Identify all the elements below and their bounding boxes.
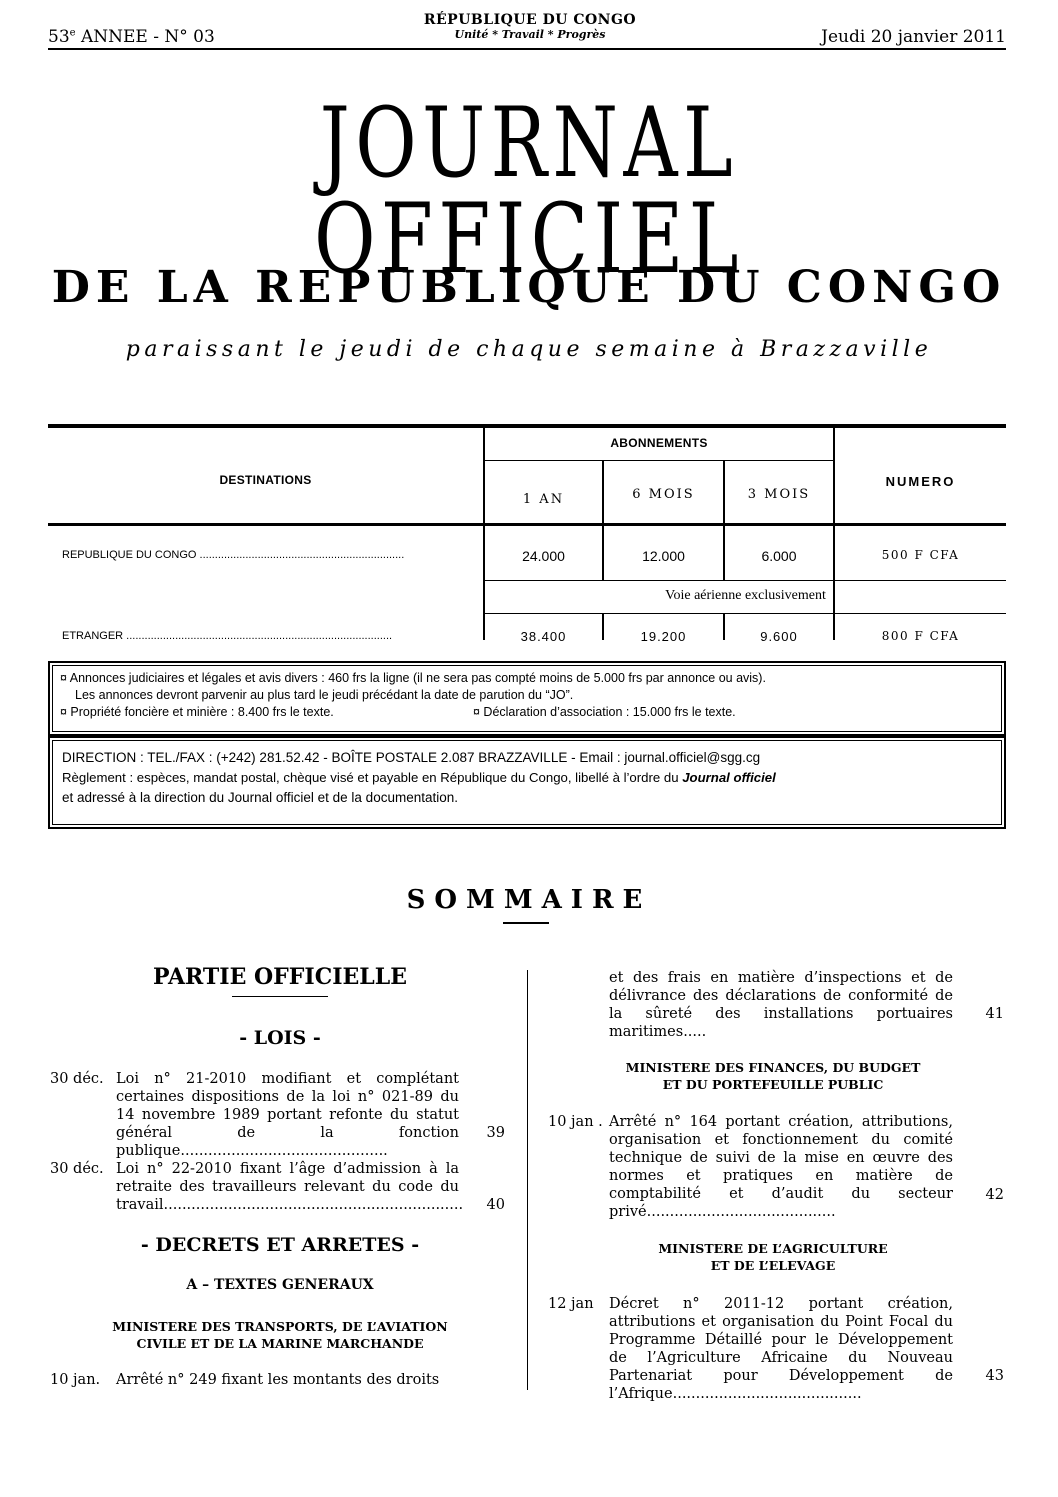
numero-etranger: 800 F CFA <box>881 629 960 643</box>
toc-entry-date: 10 jan. <box>50 1372 101 1388</box>
issue-number: 53e ANNEE - N° 03 <box>48 27 215 47</box>
notice-deadline: Les annonces devront parvenir au plus tard le jeudi précédant la date de parution du “JO”. <box>75 688 574 702</box>
destination-etranger: ETRANGER ....................................................................................... <box>62 630 393 642</box>
price-etranger-1an: 38.400 <box>520 629 567 644</box>
numero-congo: 500 F CFA <box>881 548 960 562</box>
air-mail-note: Voie aérienne exclusivement <box>665 588 826 603</box>
price-etranger-3mois: 9.600 <box>760 629 798 644</box>
toc-entry-text: Décret n° 2011-12 portant création, attributions et organisation du Point Focal du Programme Détaillé pour le Développement de l’Agriculture Africaine du Nouveau Partenariat pour Développement de l’Afrique......................................... <box>609 1296 953 1402</box>
national-motto: Unité * Travail * Progrès <box>454 28 606 41</box>
notice-association: ¤ Déclaration d’association : 15.000 frs le texte. <box>473 705 736 719</box>
price-etranger-6mois: 19.200 <box>640 629 687 644</box>
decrets-heading: - DECRETS ET ARRETES - <box>140 1234 420 1256</box>
column-1-an: 1 AN <box>522 492 565 507</box>
table-divider <box>484 580 1006 581</box>
partie-underline <box>232 996 328 997</box>
price-congo-6mois: 12.000 <box>642 548 685 564</box>
journal-subtitle: DE LA REPUBLIQUE DU CONGO <box>51 262 1007 313</box>
toc-entry-text: Arrêté n° 249 fixant les montants des droits <box>116 1372 440 1388</box>
toc-entry-date: 30 déc. <box>50 1161 104 1177</box>
ministry-finances-heading <box>540 1059 1006 1093</box>
table-top-rule <box>48 424 1006 428</box>
toc-entry-page: 43 <box>985 1368 1004 1384</box>
lois-heading: - LOIS - <box>239 1027 321 1049</box>
toc-entry-page: 40 <box>486 1197 505 1213</box>
column-6-mois: 6 MOIS <box>632 487 695 502</box>
issue-date: Jeudi 20 janvier 2011 <box>821 27 1006 47</box>
direction-address: et adressé à la direction du Journal officiel et de la documentation. <box>62 790 458 805</box>
column-separator <box>527 970 528 1390</box>
toc-entry-date: 12 jan <box>548 1296 594 1312</box>
toc-entry-text: Loi n° 22-2010 fixant l’âge d’admission à la retraite des travailleurs relevant du code du travail................................................................. <box>116 1161 464 1213</box>
ministry-line: ET DU PORTEFEUILLE PUBLIC <box>662 1077 884 1092</box>
textes-generaux-heading: A – TEXTES GENERAUX <box>186 1277 374 1293</box>
ministry-transports-heading <box>50 1318 510 1352</box>
toc-entry-text: et des frais en matière d’inspections et de délivrance des déclarations de conformité de la sûreté des installations portuaires maritimes..... <box>609 970 953 1040</box>
column-3-mois: 3 MOIS <box>747 487 811 502</box>
destinations-header: DESTINATIONS <box>219 473 312 487</box>
price-congo-3mois: 6.000 <box>761 548 797 564</box>
toc-entry-text: Arrêté n° 164 portant création, attributions, organisation et fonctionnement du comité technique de suivi de la mise en œuvre des normes et pratiques en matière de comptabilité et d’audit du secteur privé......................................... <box>609 1114 953 1220</box>
table-divider <box>484 613 1006 614</box>
sommaire-underline <box>503 922 549 924</box>
numero-header: NUMERO <box>885 474 956 489</box>
toc-entry-page: 42 <box>985 1187 1004 1203</box>
republic-name: RÉPUBLIQUE DU CONGO <box>423 12 637 28</box>
direction-payment: Règlement : espèces, mandat postal, chèque visé et payable en République du Congo, libellé à l’ordre du Journal officiel <box>62 770 776 785</box>
toc-entry-page: 39 <box>486 1125 505 1141</box>
abonnements-header: ABONNEMENTS <box>610 436 708 450</box>
toc-entry-date: 30 déc. <box>50 1071 104 1087</box>
ministry-line: MINISTERE DES TRANSPORTS, DE L’AVIATION <box>112 1319 448 1334</box>
direction-contact: DIRECTION : TEL./FAX : (+242) 281.52.42 - BOÎTE POSTALE 2.087 BRAZZAVILLE - Email : journal.officiel@sgg.cg <box>62 750 761 765</box>
ministry-line: CIVILE ET DE LA MARINE MARCHANDE <box>136 1336 424 1351</box>
toc-entry-page: 41 <box>985 1006 1004 1022</box>
journal-tagline: paraissant le jeudi de chaque semaine à Brazzaville <box>125 337 933 362</box>
header-divider <box>48 48 1006 50</box>
ministry-line: MINISTERE DE L’AGRICULTURE <box>658 1241 888 1256</box>
table-header-rule <box>48 523 1006 526</box>
republic-header <box>380 12 680 41</box>
notice-property: ¤ Propriété foncière et minière : 8.400 frs le texte. <box>60 705 334 719</box>
partie-officielle-heading: PARTIE OFFICIELLE <box>153 964 407 990</box>
sommaire-title: SOMMAIRE <box>406 885 652 915</box>
ministry-line: MINISTERE DES FINANCES, DU BUDGET <box>625 1060 921 1075</box>
journal-title: JOURNAL OFFICIEL <box>314 87 744 295</box>
price-congo-1an: 24.000 <box>522 548 565 564</box>
toc-entry-date: 10 jan . <box>548 1114 603 1130</box>
toc-entry-text: Loi n° 21-2010 modifiant et complétant certaines dispositions de la loi n° 021-89 du 14 novembre 1989 portant refonte du statut général de la fonction publique............................................. <box>116 1071 459 1159</box>
ministry-line: ET DE L’ELEVAGE <box>710 1258 836 1273</box>
table-divider <box>484 460 834 461</box>
destination-congo: REPUBLIQUE DU CONGO ................................................................... <box>62 549 405 561</box>
ministry-agriculture-heading <box>540 1240 1006 1274</box>
notice-announcements: ¤ Annonces judiciaires et légales et avis divers : 460 frs la ligne (il ne sera pas compté moins de 5.000 frs par annonce ou avis). <box>60 671 766 685</box>
